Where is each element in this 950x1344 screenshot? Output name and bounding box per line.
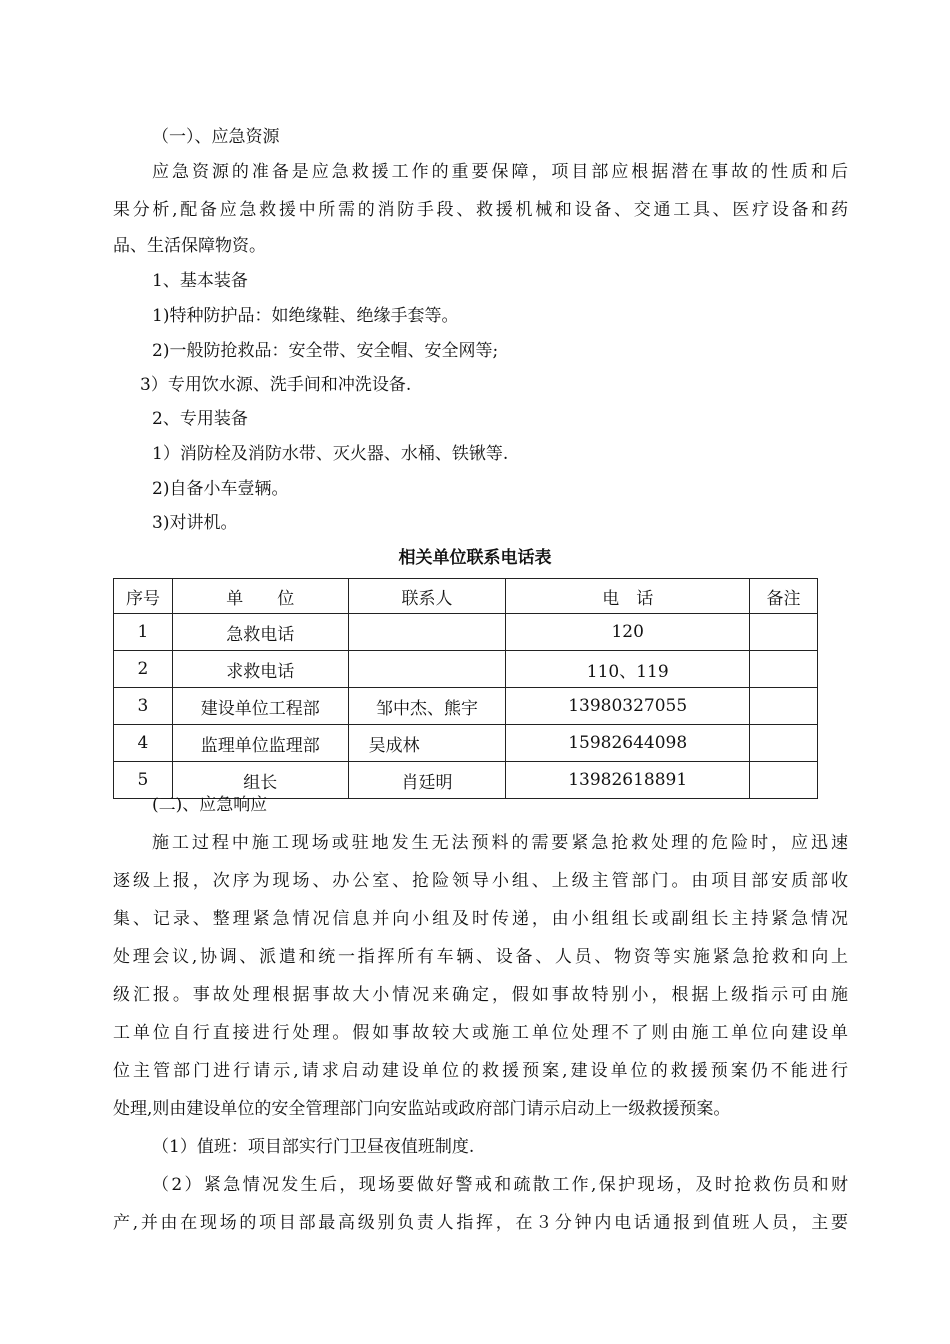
header-phone: 电 话 <box>506 579 750 614</box>
section1-para-line-2: 果分析,配备应急救援中所需的消防手段、救援机械和设备、交通工具、医疗设备和药 <box>113 200 848 220</box>
cell-index: 2 <box>114 651 173 688</box>
table-row <box>114 688 818 725</box>
cell-remark <box>750 725 818 762</box>
cell-unit: 监理单位监理部 <box>172 725 348 762</box>
table-caption: 相关单位联系电话表 <box>398 548 552 568</box>
basic-equipment-heading: 1、基本装备 <box>152 271 248 291</box>
header-contact: 联系人 <box>348 579 506 614</box>
emergency-line-1: （2）紧急情况发生后，现场要做好警戒和疏散工作,保护现场，及时抢救伤员和财 <box>152 1175 848 1195</box>
section1-para-line-1: 应急资源的准备是应急救援工作的重要保障，项目部应根据潜在事故的性质和后 <box>152 162 848 182</box>
table-row <box>114 762 818 799</box>
special-item-1: 1）消防栓及消防水带、灭火器、水桶、铁锹等. <box>152 444 509 464</box>
section2-para-line-6: 工单位自行直接进行处理。假如事故较大或施工单位处理不了则由施工单位向建设单 <box>113 1023 848 1043</box>
cell-contact <box>348 651 506 688</box>
cell-index: 4 <box>114 725 173 762</box>
cell-contact: 肖廷明 <box>348 762 506 799</box>
basic-item-1: 1)特种防护品：如绝缘鞋、绝缘手套等。 <box>152 306 459 326</box>
table-row <box>114 651 818 688</box>
contact-table <box>113 578 818 799</box>
cell-remark <box>750 651 818 688</box>
section2-para-line-4: 处理会议,协调、派遣和统一指挥所有车辆、设备、人员、物资等实施紧急抢救和向上 <box>113 947 848 967</box>
cell-unit: 建设单位工程部 <box>172 688 348 725</box>
cell-index: 5 <box>114 762 173 799</box>
cell-contact: 邹中杰、熊宇 <box>348 688 506 725</box>
cell-phone: 15982644098 <box>506 725 750 762</box>
cell-index: 3 <box>114 688 173 725</box>
basic-item-2: 2)一般防抢救品：安全带、安全帽、安全网等; <box>152 341 499 361</box>
cell-phone: 13982618891 <box>506 762 750 799</box>
cell-unit: 组长 <box>172 762 348 799</box>
duty-line: （1）值班：项目部实行门卫昼夜值班制度. <box>152 1137 475 1157</box>
cell-remark <box>750 762 818 799</box>
special-equipment-heading: 2、专用装备 <box>152 409 248 429</box>
section2-para-line-2: 逐级上报，次序为现场、办公室、抢险领导小组、上级主管部门。由项目部安质部收 <box>113 871 848 891</box>
header-remark: 备注 <box>750 579 818 614</box>
emergency-line-2: 产,并由在现场的项目部最高级别负责人指挥，在３分钟内电话通报到值班人员，主要 <box>113 1213 848 1233</box>
section2-para-line-8: 处理,则由建设单位的安全管理部门向安监站或政府部门请示启动上一级救援预案。 <box>113 1099 731 1119</box>
section1-heading: （一）、应急资源 <box>152 127 280 147</box>
basic-item-3: 3）专用饮水源、洗手间和冲洗设备. <box>140 375 412 395</box>
section1-para-line-3: 品、生活保障物资。 <box>113 236 266 256</box>
table-header-row <box>114 579 818 614</box>
special-item-2: 2)自备小车壹辆。 <box>152 479 289 499</box>
special-item-3: 3)对讲机。 <box>152 513 238 533</box>
cell-contact <box>348 614 506 651</box>
table-row <box>114 614 818 651</box>
cell-unit: 求救电话 <box>172 651 348 688</box>
section2-para-line-1: 施工过程中施工现场或驻地发生无法预料的需要紧急抢救处理的危险时，应迅速 <box>152 833 848 853</box>
cell-unit: 急救电话 <box>172 614 348 651</box>
section2-para-line-5: 级汇报。事故处理根据事故大小情况来确定，假如事故特别小，根据上级指示可由施 <box>113 985 848 1005</box>
cell-contact: 吴成林 <box>348 725 506 762</box>
header-unit: 单 位 <box>172 579 348 614</box>
header-index: 序号 <box>114 579 173 614</box>
cell-remark <box>750 688 818 725</box>
cell-remark <box>750 614 818 651</box>
cell-phone: 110、119 <box>506 651 750 688</box>
cell-phone: 13980327055 <box>506 688 750 725</box>
cell-phone: 120 <box>506 614 750 651</box>
table-row <box>114 725 818 762</box>
section2-para-line-7: 位主管部门进行请示,请求启动建设单位的救援预案,建设单位的救援预案仍不能进行 <box>113 1061 848 1081</box>
section2-heading: (二)、应急响应 <box>152 795 268 815</box>
cell-index: 1 <box>114 614 173 651</box>
section2-para-line-3: 集、记录、整理紧急情况信息并向小组及时传递，由小组组长或副组长主持紧急情况 <box>113 909 848 929</box>
